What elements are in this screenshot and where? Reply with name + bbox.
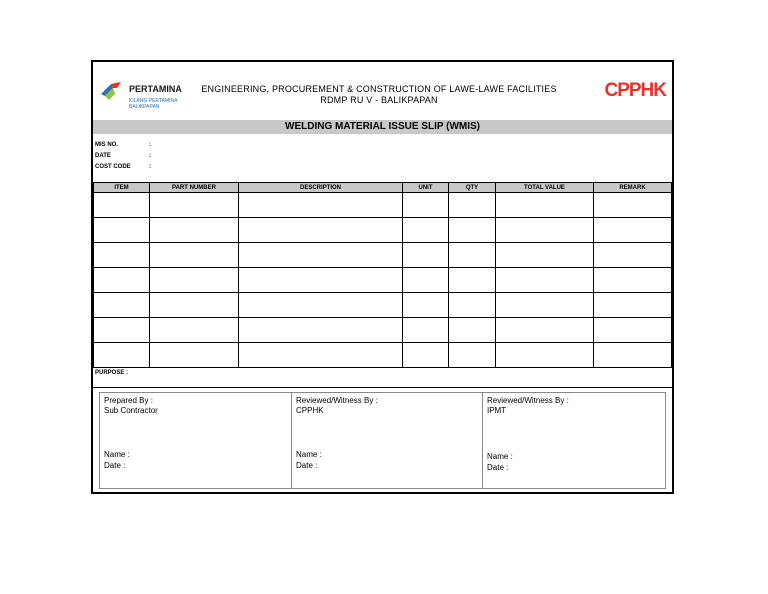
table-cell[interactable] — [403, 318, 449, 343]
project-line-2: RDMP RU V - BALIKPAPAN — [320, 95, 438, 105]
table-cell[interactable] — [449, 243, 496, 268]
signature-role-org: Sub Contractor — [104, 406, 158, 415]
signature-section — [99, 392, 666, 489]
info-mis-no — [95, 142, 151, 148]
pertamina-brand-text: PERTAMINA — [129, 84, 182, 94]
table-cell[interactable] — [239, 193, 403, 218]
col-header-qty: QTY — [449, 183, 496, 193]
colon: : — [149, 142, 151, 148]
project-title — [189, 84, 569, 106]
mis-no-label: MIS NO. — [95, 142, 119, 148]
signature-date-label: Date : — [104, 461, 126, 470]
signature-role-title: Prepared By : — [104, 396, 153, 405]
table-cell[interactable] — [239, 343, 403, 368]
table-cell[interactable] — [594, 318, 672, 343]
table-cell[interactable] — [403, 268, 449, 293]
table-cell[interactable] — [496, 218, 594, 243]
table-cell[interactable] — [94, 343, 150, 368]
info-date — [95, 153, 151, 159]
table-cell[interactable] — [403, 343, 449, 368]
col-header-item: ITEM — [94, 183, 150, 193]
table-cell[interactable] — [496, 318, 594, 343]
signature-date-label: Date : — [296, 461, 318, 470]
colon: : — [149, 164, 151, 170]
pertamina-logo — [99, 76, 189, 112]
table-cell[interactable] — [94, 218, 150, 243]
signature-role-org: CPPHK — [296, 406, 324, 415]
table-row — [94, 243, 672, 268]
col-header-part-number: PART NUMBER — [150, 183, 239, 193]
wmis-form — [91, 60, 674, 494]
table-cell[interactable] — [594, 218, 672, 243]
table-row — [94, 193, 672, 218]
signature-name-label: Name : — [104, 450, 130, 459]
table-cell[interactable] — [150, 318, 239, 343]
table-row — [94, 293, 672, 318]
table-cell[interactable] — [403, 193, 449, 218]
table-cell[interactable] — [94, 193, 150, 218]
project-line-1: ENGINEERING, PROCUREMENT & CONSTRUCTION OF LAWE-LAWE FACILITIES — [201, 84, 557, 94]
table-header-row — [94, 183, 672, 193]
purpose-label: PURPOSE : — [95, 370, 129, 376]
col-header-remark: REMARK — [594, 183, 672, 193]
table-cell[interactable] — [449, 343, 496, 368]
signature-role-title: Reviewed/Witness By : — [487, 396, 569, 405]
col-header-description: DESCRIPTION — [239, 183, 403, 193]
info-section — [93, 134, 672, 182]
table-cell[interactable] — [150, 243, 239, 268]
signature-role — [296, 396, 378, 416]
signature-role-title: Reviewed/Witness By : — [296, 396, 378, 405]
table-cell[interactable] — [449, 293, 496, 318]
signature-reviewed-ipmt — [482, 393, 666, 488]
form-header — [93, 62, 672, 120]
table-cell[interactable] — [449, 193, 496, 218]
table-cell[interactable] — [403, 218, 449, 243]
table-cell[interactable] — [496, 343, 594, 368]
table-cell[interactable] — [239, 293, 403, 318]
table-row — [94, 268, 672, 293]
signature-role — [487, 396, 569, 416]
table-cell[interactable] — [94, 293, 150, 318]
signature-name-label: Name : — [487, 452, 513, 461]
info-cost-code — [95, 164, 151, 170]
table-cell[interactable] — [496, 268, 594, 293]
table-cell[interactable] — [594, 293, 672, 318]
table-cell[interactable] — [150, 268, 239, 293]
table-cell[interactable] — [94, 318, 150, 343]
table-cell[interactable] — [594, 343, 672, 368]
table-cell[interactable] — [594, 268, 672, 293]
pertamina-logo-icon — [99, 80, 125, 102]
table-cell[interactable] — [449, 268, 496, 293]
date-label: DATE — [95, 153, 111, 159]
pertamina-sub-text-1: KILANG PERTAMINA — [129, 98, 178, 104]
table-cell[interactable] — [449, 218, 496, 243]
table-cell[interactable] — [150, 218, 239, 243]
signature-role-org: IPMT — [487, 406, 507, 415]
table-row — [94, 318, 672, 343]
table-cell[interactable] — [496, 193, 594, 218]
table-row — [94, 343, 672, 368]
table-cell[interactable] — [403, 293, 449, 318]
table-cell[interactable] — [239, 268, 403, 293]
table-cell[interactable] — [239, 318, 403, 343]
material-table — [93, 182, 672, 368]
cpphk-logo: CPPHK — [604, 80, 666, 101]
table-cell[interactable] — [239, 218, 403, 243]
table-cell[interactable] — [239, 243, 403, 268]
table-row — [94, 218, 672, 243]
col-header-unit: UNIT — [403, 183, 449, 193]
pertamina-sub-text-2: BALIKPAPAN — [129, 104, 160, 110]
purpose-field[interactable] — [93, 368, 672, 388]
colon: : — [149, 153, 151, 159]
table-cell[interactable] — [150, 293, 239, 318]
signature-role — [104, 396, 158, 416]
signature-reviewed-cpphk — [291, 393, 483, 488]
table-cell[interactable] — [94, 268, 150, 293]
table-cell[interactable] — [150, 343, 239, 368]
col-header-total-value: TOTAL VALUE — [496, 183, 594, 193]
cost-code-label: COST CODE — [95, 164, 131, 170]
table-cell[interactable] — [496, 243, 594, 268]
table-cell[interactable] — [94, 243, 150, 268]
form-title: WELDING MATERIAL ISSUE SLIP (WMIS) — [93, 120, 672, 134]
signature-prepared — [100, 393, 291, 488]
signature-date-label: Date : — [487, 463, 509, 472]
table-cell[interactable] — [150, 193, 239, 218]
table-cell[interactable] — [594, 243, 672, 268]
table-cell[interactable] — [594, 193, 672, 218]
table-cell[interactable] — [403, 243, 449, 268]
table-cell[interactable] — [449, 318, 496, 343]
signature-name-label: Name : — [296, 450, 322, 459]
table-cell[interactable] — [496, 293, 594, 318]
